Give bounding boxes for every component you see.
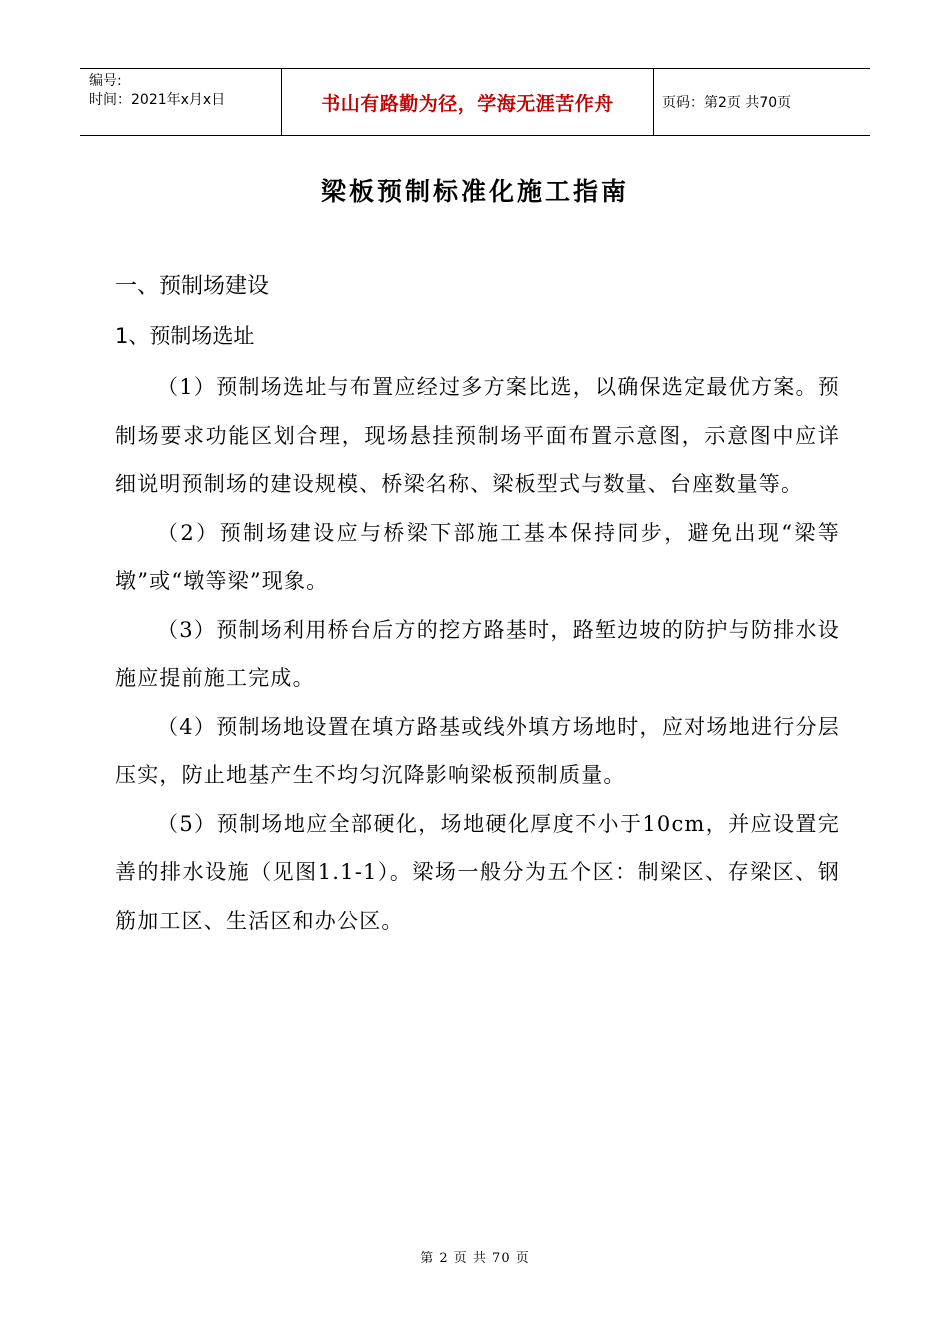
- header-page-info: 页码：第2页 共70页: [662, 95, 792, 111]
- number-label: 编号:: [89, 73, 122, 89]
- header-motto: 书山有路勤为径，学海无涯苦作舟: [282, 69, 654, 135]
- paragraph-4: （4）预制场地设置在填方路基或线外填方场地时，应对场地进行分层压实，防止地基产生不均匀沉降影响梁板预制质量。: [115, 714, 840, 787]
- section-heading: 一、预制场建设: [115, 274, 270, 299]
- header-table: [80, 68, 870, 136]
- document-body: [115, 270, 840, 945]
- paragraph-2: （2）预制场建设应与桥梁下部施工基本保持同步，避免出现“梁等墩”或“墩等梁”现象。: [115, 520, 840, 593]
- paragraph-3: （3）预制场利用桥台后方的挖方路基时，路堑边坡的防护与防排水设施应提前施工完成。: [115, 617, 840, 690]
- document-title: 梁板预制标准化施工指南: [320, 177, 629, 206]
- time-label: 时间：2021年x月x日: [89, 92, 226, 108]
- paragraph-1: （1）预制场选址与布置应经过多方案比选，以确保选定最优方案。预制场要求功能区划合理，现场悬挂预制场平面布置示意图，示意图中应详细说明预制场的建设规模、桥梁名称、梁板型式与数量、台座数量等。: [115, 375, 840, 496]
- page-footer: 第 2 页 共 70 页: [420, 1251, 530, 1266]
- section-subheading: 1、预制场选址: [115, 324, 255, 348]
- paragraph-5: （5）预制场地应全部硬化，场地硬化厚度不小于10cm，并应设置完善的排水设施（见图1.1-1）。梁场一般分为五个区：制梁区、存梁区、钢筋加工区、生活区和办公区。: [115, 811, 840, 933]
- header-info-cell: [80, 69, 282, 135]
